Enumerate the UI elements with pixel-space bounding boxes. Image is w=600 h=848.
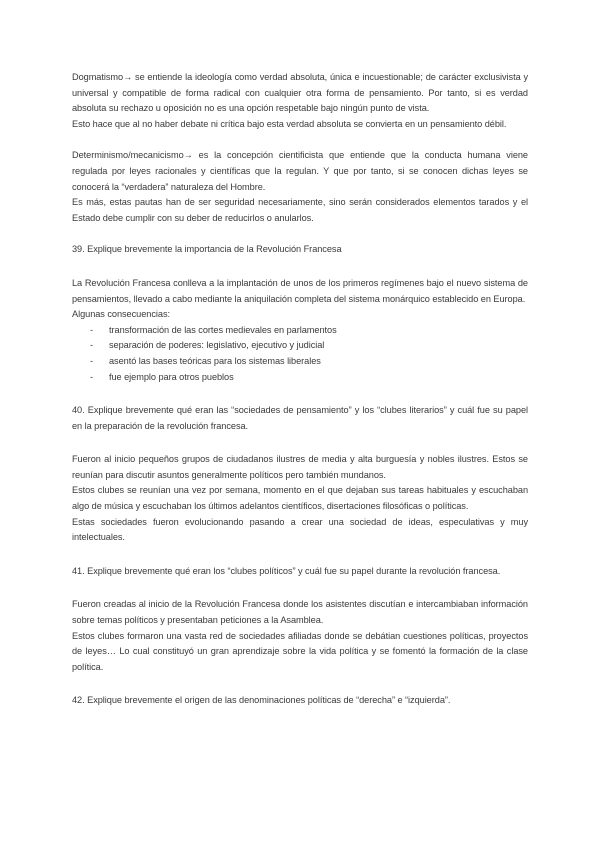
spacer	[72, 258, 528, 276]
answer-39-consequences-label: Algunas consecuencias:	[72, 309, 170, 320]
question-42: 42. Explique brevemente el origen de las denominaciones políticas de “derecha” e “izquierda”.	[72, 695, 451, 706]
consequences-list	[72, 323, 528, 385]
bullet-dash: -	[90, 340, 94, 351]
bullet-dash: -	[90, 371, 94, 382]
answer-40-part-3: Estas sociedades fueron evolucionando pasando a crear una sociedad de ideas, especulativas y muy intelectuales.	[72, 516, 528, 543]
spacer	[72, 546, 528, 564]
spacer	[72, 434, 528, 452]
spacer	[72, 226, 528, 242]
spacer	[72, 675, 528, 693]
list-item	[72, 338, 528, 354]
bullet-dash: -	[90, 324, 94, 335]
question-41: 41. Explique brevemente qué eran los “clubes políticos” y cuál fue su papel durante la revolución francesa.	[72, 565, 501, 576]
answer-41-part-1: Fueron creadas al inicio de la Revolución Francesa donde los asistentes discutían e intercambiaban información sobre temas políticos y presentaban peticiones a la Asamblea.	[72, 599, 528, 626]
spacer	[72, 385, 528, 403]
list-item	[72, 354, 528, 370]
answer-39-intro: La Revolución Francesa conlleva a la implantación de unos de los primeros regímenes bajo el nuevo sistema de pensamientos, llevado a cabo mediante la aniquilación completa del sistema monárquico establecido en Europa.	[72, 277, 528, 304]
list-item-text: asentó las bases teóricas para los sistemas liberales	[109, 355, 321, 366]
list-item-text: transformación de las cortes medievales en parlamentos	[109, 324, 337, 335]
question-40: 40. Explique brevemente qué eran las “sociedades de pensamiento” y los “clubes literarios” y cuál fue su papel en la preparación de la revolución francesa.	[72, 405, 528, 431]
determinismo-consequence: Es más, estas pautas han de ser seguridad necesariamente, sino serán considerados elementos tarados y el Estado debe cumplir con su deber de reducirlos o anularlos.	[72, 197, 528, 223]
question-39: 39. Explique brevemente la importancia de la Revolución Francesa	[72, 244, 342, 255]
list-item	[72, 370, 528, 386]
list-item-text: separación de poderes: legislativo, ejecutivo y judicial	[109, 340, 325, 351]
bullet-dash: -	[90, 355, 94, 366]
answer-40-part-2: Estos clubes se reunían una vez por semana, momento en el que dejaban sus tareas habituales y escuchaban algo de música y escuchaban los últimos adelantos científicos, disertaciones filosóficas o políticas.	[72, 485, 528, 512]
dogmatismo-definition: Dogmatismo→ se entiende la ideología como verdad absoluta, única e incuestionable; de carácter exclusivista y universal y compatible de forma radical con cualquier otra forma de pensamiento. Por tanto, si es verdad absoluta su rechazo u oposición no es una opción respetable bajo ningún punto de vista.	[72, 72, 528, 114]
answer-41-part-2: Estos clubes formaron una vasta red de sociedades afiliadas donde se debátian cuestiones políticas, proyectos de leyes… Lo cual constituyó un gran aprendizaje sobre la vida política y se fomentó la formación de la clase política.	[72, 630, 528, 672]
determinismo-definition: Determinismo/mecanicismo→ es la concepción cientificista que entiende que la conducta humana viene regulada por leyes racionales y científicas que la regulan. Y que por tanto, si se conocen dichas leyes se conocerá la “verdadera” naturaleza del Hombre.	[72, 150, 528, 192]
answer-40-part-1: Fueron al inicio pequeños grupos de ciudadanos ilustres de media y alta burguesía y nobles ilustres. Estos se reunían para discutir asuntos generalmente políticos pero también mundanos.	[72, 454, 528, 480]
dogmatismo-consequence: Esto hace que al no haber debate ni crítica bajo esta verdad absoluta se convierta en un pensamiento débil.	[72, 118, 507, 129]
spacer	[72, 132, 528, 148]
document-page	[72, 70, 528, 709]
list-item	[72, 323, 528, 339]
list-item-text: fue ejemplo para otros pueblos	[109, 371, 234, 382]
spacer	[72, 579, 528, 597]
